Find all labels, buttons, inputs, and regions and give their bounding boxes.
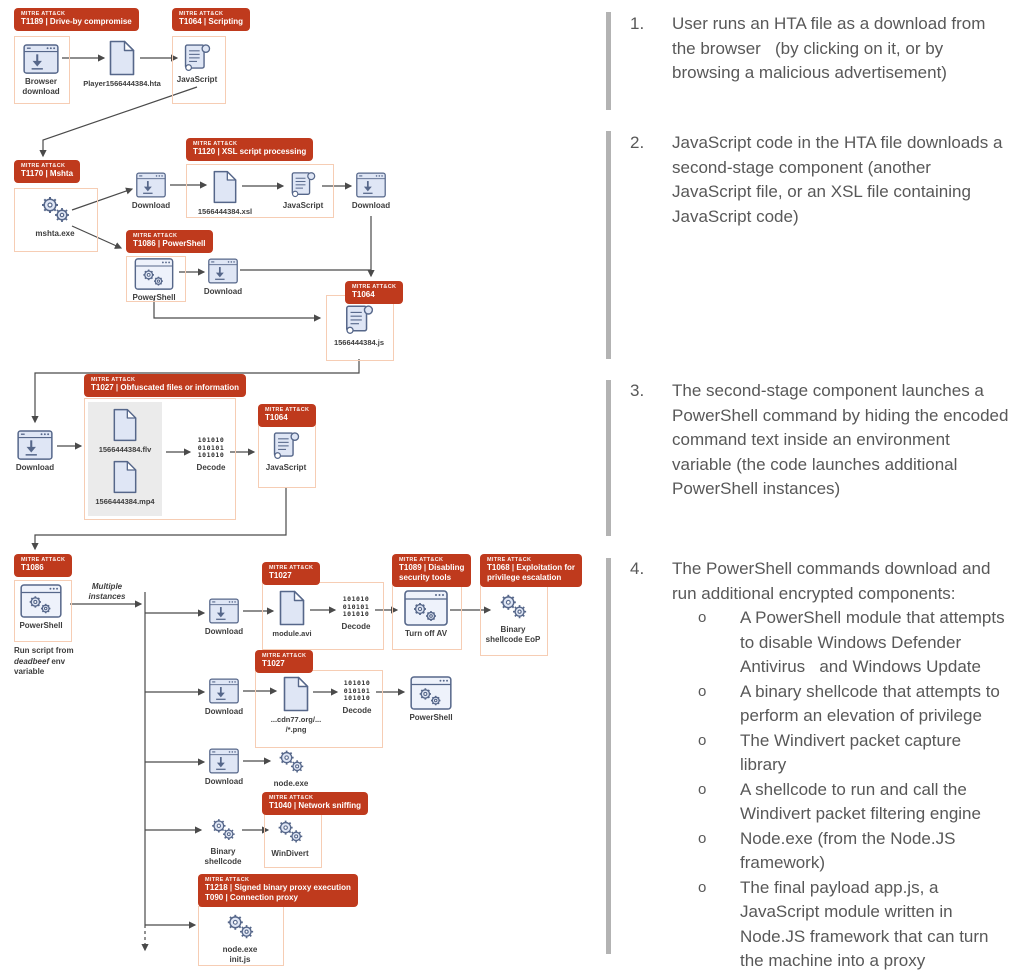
script-scroll-icon [270, 430, 302, 460]
node-label: mshta.exe [35, 229, 75, 238]
binary-digits: 010101 [343, 686, 371, 695]
file-icon [278, 590, 306, 626]
node-label: ...cdn77.org/... [270, 715, 322, 724]
script-scroll-icon [342, 303, 376, 335]
file-icon [112, 408, 138, 442]
node-label: 1566444384.mp4 [95, 497, 155, 506]
bullet-text: The final payload app.js, a JavaScript module written in Node.JS framework that can turn the machine into a proxy [740, 877, 994, 970]
download-node [9, 430, 61, 473]
download-icon [209, 678, 239, 704]
powershell-node-1 [124, 258, 184, 303]
section-divider [606, 12, 611, 110]
mitre-badge-t1027-obfuscated: MITRE ATT&CK T1027 | Obfuscated files or information [84, 374, 246, 397]
script-scroll-icon [288, 170, 318, 198]
node-label: Download [204, 777, 244, 786]
node-label: Download [204, 707, 244, 716]
step-1 [630, 12, 1012, 86]
binary-shellcode-node [196, 816, 250, 866]
file-icon [112, 460, 138, 494]
download-node [341, 172, 401, 211]
powershell-node-3 [402, 676, 460, 723]
javascript-node-3 [260, 430, 312, 473]
cdn-png-file-node [265, 676, 327, 734]
section-divider [606, 131, 611, 359]
step-4-bullet [672, 729, 1012, 778]
binary-digits: 010101 [342, 602, 370, 611]
node-label: Download [15, 463, 55, 472]
decode-node [194, 437, 228, 472]
mitre-badge-t1089: MITRE ATT&CK T1089 | Disabling security tools [392, 554, 471, 587]
binary-digits: 101010 [342, 595, 370, 603]
turn-off-av-node [398, 590, 454, 639]
node-label: 1566444384.flv [98, 445, 152, 454]
node-label: Decode [341, 621, 371, 631]
mitre-badge-t1086-sec4: MITRE ATT&CK T1086 [14, 554, 72, 577]
powershell-node-2 [11, 584, 71, 631]
js-file-node [326, 303, 392, 348]
binary-digits: 101010 [343, 694, 371, 702]
powershell-window-icon [20, 584, 62, 618]
node-label: WinDivert [271, 849, 309, 858]
mitre-badge-t1189: MITRE ATT&CK T1189 | Drive-by compromise [14, 8, 139, 31]
node-label: node.exe [273, 779, 309, 788]
node-exe-node [259, 748, 323, 789]
download-icon [208, 258, 238, 284]
node-label: Download [131, 201, 171, 210]
gears-icon [37, 194, 73, 226]
gears-icon [223, 912, 257, 942]
bullet-text: The Windivert packet capture library [740, 730, 966, 774]
node-label: Download [203, 287, 243, 296]
bullet-text: A shellcode to run and call the Windivert packet filtering engine [740, 779, 981, 823]
node-label: PowerShell [132, 293, 176, 302]
step-text: The second-stage component launches a PowerShell command by hiding the encoded command text inside an environment variable (the code launches additional PowerShell instances) [672, 381, 1014, 498]
step-4-bullet [672, 680, 1012, 729]
step-text: The PowerShell commands download and run additional encrypted components: [672, 559, 996, 603]
bullet-text: A binary shellcode that attempts to perform an elevation of privilege [740, 681, 1005, 725]
bullet-text: Node.exe (from the Node.JS framework) [740, 828, 961, 872]
binary-shellcode-eop-node [481, 592, 545, 644]
node-label: Player1566444384.hta [83, 79, 161, 88]
mitre-badge-t1120: MITRE ATT&CK T1120 | XSL script processing [186, 138, 313, 161]
step-number: 3. [630, 381, 645, 400]
bullet-marker: o [698, 682, 707, 700]
powershell-window-icon [133, 258, 175, 290]
node-label: Turn off AV [404, 629, 448, 638]
flv-file-node [93, 408, 157, 455]
mshta-node [20, 194, 90, 239]
download-icon [22, 44, 60, 74]
mitre-badge-t1064-scripting: MITRE ATT&CK T1064 | Scripting [172, 8, 250, 31]
section-divider [606, 558, 611, 954]
node-label: Download [351, 201, 391, 210]
multiple-instances-label: Multiple instances [88, 582, 126, 601]
step-number: 2. [630, 133, 645, 152]
node-label: module.avi [272, 629, 312, 638]
mitre-badge-t1218-t090: MITRE ATT&CK T1218 | Signed binary proxy execution T090 | Connection proxy [198, 874, 358, 907]
step-2 [630, 131, 1012, 229]
javascript-node-2 [277, 170, 329, 211]
script-scroll-icon [180, 42, 214, 72]
node-label: Binary shellcode EoP [485, 625, 541, 644]
node-label: JavaScript [176, 75, 218, 84]
bullet-text: A PowerShell module that attempts to disable Windows Defender Antivirus and Windows Update [740, 608, 1010, 676]
binary-digits: 101010 [197, 451, 225, 459]
run-script-caption: Run script from deadbeef env variable [14, 646, 74, 676]
download-icon [17, 430, 53, 460]
step-4-bullet [672, 606, 1012, 680]
file-icon [282, 676, 310, 712]
node-label: Decode [342, 705, 372, 715]
windivert-node [262, 818, 318, 859]
bullet-marker: o [698, 780, 707, 798]
section-divider [606, 380, 611, 536]
mp4-file-node [93, 460, 157, 507]
module-avi-node [262, 590, 322, 639]
mitre-badge-t1064-js: MITRE ATT&CK T1064 [345, 281, 403, 304]
step-4 [630, 557, 1012, 974]
download-node [121, 172, 181, 211]
node-label: 1566444384.js [333, 338, 385, 347]
step-number: 4. [630, 559, 645, 578]
browser-download-node [15, 44, 67, 96]
node-label: node.exe [222, 945, 258, 954]
node-label: 1566444384.xsl [197, 207, 253, 216]
javascript-node-1 [171, 42, 223, 85]
hta-file-node [77, 40, 167, 89]
bullet-marker: o [698, 609, 707, 626]
powershell-window-icon [404, 590, 448, 626]
download-icon [136, 172, 166, 198]
node-label: JavaScript [265, 463, 307, 472]
xsl-file-node [180, 170, 270, 217]
gears-icon [496, 592, 530, 622]
step-4-bullet [672, 876, 1012, 974]
download-icon [209, 748, 239, 774]
node-label: Browser download [22, 77, 60, 96]
gears-icon [274, 818, 306, 846]
step-3 [630, 379, 1012, 502]
step-4-bullet [672, 827, 1012, 876]
download-node [194, 598, 254, 637]
gears-icon [275, 748, 307, 776]
file-icon [108, 40, 136, 76]
mitre-badge-t1086-powershell: MITRE ATT&CK T1086 | PowerShell [126, 230, 213, 253]
node-label: init.js [229, 954, 251, 964]
bullet-marker: o [698, 731, 707, 749]
node-label: Binary shellcode [204, 847, 242, 866]
download-icon [356, 172, 386, 198]
node-label: Decode [196, 462, 226, 472]
download-node [194, 678, 254, 717]
download-node [193, 258, 253, 297]
download-node [194, 748, 254, 787]
step-text: User runs an HTA file as a download from the browser (by clicking on it, or by browsing a malicious advertisement) [672, 14, 991, 82]
step-4-bullet [672, 778, 1012, 827]
mitre-badge-t1068: MITRE ATT&CK T1068 | Exploitation for privilege escalation [480, 554, 582, 587]
binary-digits: 101010 [342, 610, 370, 618]
mitre-badge-t1027-module: MITRE ATT&CK T1027 [262, 562, 320, 585]
bullet-marker: o [698, 829, 707, 847]
mitre-badge-t1064-sec3: MITRE ATT&CK T1064 [258, 404, 316, 427]
binary-digits: 101010 [197, 436, 225, 444]
decode-node [339, 596, 373, 631]
node-label: /*.png [285, 724, 307, 734]
powershell-window-icon [410, 676, 452, 710]
node-label: JavaScript [282, 201, 324, 210]
bullet-marker: o [698, 878, 707, 896]
file-icon [212, 170, 238, 204]
node-label: PowerShell [19, 621, 63, 630]
step-text: JavaScript code in the HTA file downloads a second-stage component (another JavaScript file, or an XSL file containing JavaScript code) [672, 133, 1008, 226]
mitre-badge-t1027-cdn: MITRE ATT&CK T1027 [255, 650, 313, 673]
decode-node [340, 680, 374, 715]
binary-digits: 010101 [197, 443, 225, 452]
mitre-badge-t1170: MITRE ATT&CK T1170 | Mshta [14, 160, 80, 183]
node-label: PowerShell [409, 713, 453, 722]
mitre-badge-t1040: MITRE ATT&CK T1040 | Network sniffing [262, 792, 368, 815]
binary-digits: 101010 [343, 679, 371, 687]
gears-icon [208, 816, 238, 844]
node-exe-init-node [206, 912, 274, 964]
step-number: 1. [630, 14, 645, 33]
node-label: Download [204, 627, 244, 636]
download-icon [209, 598, 239, 624]
